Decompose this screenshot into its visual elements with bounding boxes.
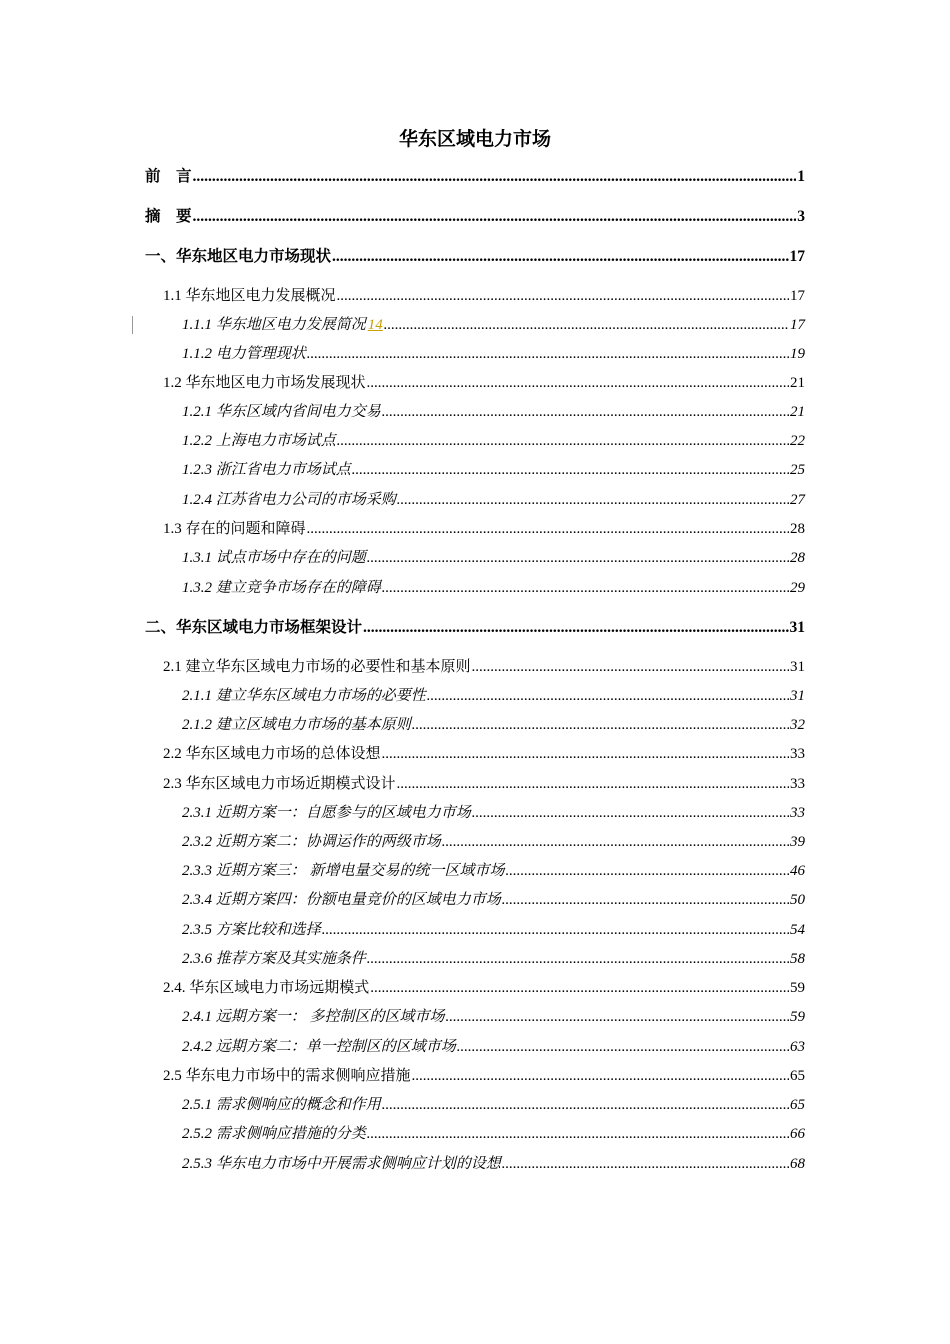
toc-entry-label: 2.4.2 远期方案二：单一控制区的区域市场	[182, 1039, 456, 1055]
toc-entry[interactable]	[182, 1095, 805, 1115]
toc-leader-dots	[442, 832, 789, 852]
toc-entry-label: 1.3 存在的问题和障碍	[163, 521, 306, 537]
toc-entry-label: 2.1.1 建立华东区域电力市场的必要性	[182, 688, 426, 704]
toc-entry-label: 1.1.2 电力管理现状	[182, 346, 306, 362]
toc-entry[interactable]	[182, 315, 805, 335]
toc-entry-label: 2.3.1 近期方案一：自愿参与的区域电力市场	[182, 805, 471, 821]
toc-entry[interactable]	[163, 373, 805, 393]
toc-entry-label: 一、华东地区电力市场现状	[145, 248, 332, 265]
toc-entry-label: 2.3.4 近期方案四：份额电量竞价的区域电力市场	[182, 892, 501, 908]
toc-leader-dots	[307, 519, 789, 539]
toc-entry-page: 54	[790, 922, 805, 938]
toc-entry-page: 31	[790, 659, 805, 675]
toc-entry-label: 摘 要	[145, 208, 192, 225]
toc-entry-page: 21	[790, 375, 805, 391]
toc-leader-dots	[193, 167, 797, 187]
toc-leader-dots	[307, 344, 789, 364]
toc-leader-dots	[337, 431, 789, 451]
toc-leader-dots	[427, 686, 789, 706]
toc-entry[interactable]	[182, 686, 805, 706]
toc-entry-page: 25	[790, 462, 805, 478]
toc-entry[interactable]	[145, 167, 805, 187]
toc-entry[interactable]	[182, 832, 805, 852]
toc-entry-label: 2.3 华东区域电力市场近期模式设计	[163, 776, 396, 792]
toc-leader-dots	[502, 1154, 789, 1174]
toc-leader-dots	[367, 373, 789, 393]
toc-entry[interactable]	[182, 890, 805, 910]
toc-leader-dots	[322, 920, 789, 940]
toc-entry[interactable]	[163, 519, 805, 539]
toc-entry[interactable]	[182, 1007, 805, 1027]
toc-leader-dots	[332, 247, 788, 267]
toc-entry-label: 前 言	[145, 168, 192, 185]
toc-entry-page: 59	[790, 980, 805, 996]
toc-leader-dots	[370, 978, 789, 998]
toc-entry-page: 21	[790, 404, 805, 420]
toc-leader-dots	[412, 715, 789, 735]
toc-entry-label: 2.3.6 推荐方案及其实施条件	[182, 951, 366, 967]
toc-leader-dots	[382, 402, 789, 422]
toc-entry-page: 29	[790, 580, 805, 596]
toc-entry[interactable]	[145, 247, 805, 267]
toc-entry-label: 2.2 华东区域电力市场的总体设想	[163, 746, 381, 762]
toc-leader-dots	[382, 1095, 789, 1115]
toc-entry-page: 39	[790, 834, 805, 850]
toc-entry-page: 1	[797, 168, 805, 185]
toc-entry[interactable]	[145, 618, 805, 638]
toc-entry-page: 68	[790, 1156, 805, 1172]
toc-entry[interactable]	[182, 1154, 805, 1174]
toc-entry-page: 59	[790, 1009, 805, 1025]
toc-entry-page: 19	[790, 346, 805, 362]
toc-leader-dots	[412, 1066, 789, 1086]
toc-entry[interactable]	[163, 774, 805, 794]
toc-leader-dots	[367, 548, 789, 568]
toc-entry[interactable]	[182, 578, 805, 598]
toc-entry-label: 1.2.2 上海电力市场试点	[182, 433, 336, 449]
toc-entry-page: 31	[790, 688, 805, 704]
toc-entry-page: 33	[790, 776, 805, 792]
toc-entry-page: 22	[790, 433, 805, 449]
toc-leader-dots	[502, 890, 789, 910]
toc-leader-dots	[457, 1037, 789, 1057]
toc-entry[interactable]	[182, 431, 805, 451]
toc-leader-dots	[193, 207, 797, 227]
toc-entry[interactable]	[163, 744, 805, 764]
toc-entry[interactable]	[182, 460, 805, 480]
toc-leader-dots	[506, 861, 789, 881]
toc-entry-page: 46	[790, 863, 805, 879]
toc-entry-label: 2.5.3 华东电力市场中开展需求侧响应计划的设想	[182, 1156, 501, 1172]
toc-entry-label: 2.4. 华东区域电力市场远期模式	[163, 980, 370, 996]
toc-leader-dots	[397, 774, 789, 794]
toc-entry-page: 28	[790, 550, 805, 566]
toc-entry-label: 2.1 建立华东区域电力市场的必要性和基本原则	[163, 659, 471, 675]
toc-entry-page: 50	[790, 892, 805, 908]
toc-entry-label: 2.5.1 需求侧响应的概念和作用	[182, 1097, 381, 1113]
toc-entry[interactable]	[182, 803, 805, 823]
toc-entry[interactable]	[163, 1066, 805, 1086]
toc-entry-label: 1.1 华东地区电力发展概况	[163, 288, 336, 304]
toc-entry-page: 33	[790, 746, 805, 762]
toc-entry-label: 二、华东区域电力市场框架设计	[145, 619, 363, 636]
toc-entry[interactable]	[182, 402, 805, 422]
toc-entry-page: 33	[790, 805, 805, 821]
toc-leader-dots	[367, 949, 789, 969]
toc-entry-label: 2.3.5 方案比较和选择	[182, 922, 321, 938]
toc-leader-dots	[363, 618, 788, 638]
toc-leader-dots	[337, 286, 789, 306]
toc-entry-label: 2.5 华东电力市场中的需求侧响应措施	[163, 1068, 411, 1084]
toc-entry-page: 63	[790, 1039, 805, 1055]
toc-entry-label: 1.3.2 建立竞争市场存在的障碍	[182, 580, 381, 596]
toc-entry-label: 2.4.1 远期方案一： 多控制区的区域市场	[182, 1009, 445, 1025]
toc-leader-dots	[472, 657, 789, 677]
toc-entry-page: 17	[790, 317, 805, 333]
toc-leader-dots	[382, 578, 789, 598]
toc-entry[interactable]	[163, 286, 805, 306]
toc-entry-label: 1.1.1 华东地区电力发展简况	[182, 317, 366, 333]
toc-entry[interactable]	[182, 490, 805, 510]
toc-leader-dots	[382, 744, 789, 764]
toc-entry-page: 17	[790, 288, 805, 304]
toc-entry-label: 1.3.1 试点市场中存在的问题	[182, 550, 366, 566]
toc-entry-page: 3	[797, 208, 805, 225]
toc-leader-dots	[446, 1007, 789, 1027]
toc-entry-page: 66	[790, 1126, 805, 1142]
toc-entry-page: 32	[790, 717, 805, 733]
toc-entry[interactable]	[182, 1124, 805, 1144]
toc-leader-dots	[352, 460, 789, 480]
toc-leader-dots	[397, 490, 789, 510]
toc-entry-page: 65	[790, 1068, 805, 1084]
toc-entry[interactable]	[182, 861, 805, 881]
toc-leader-dots	[367, 1124, 789, 1144]
text-cursor	[132, 316, 133, 334]
toc-entry-label: 2.5.2 需求侧响应措施的分类	[182, 1126, 366, 1142]
toc-leader-dots	[472, 803, 789, 823]
toc-entry[interactable]	[182, 920, 805, 940]
toc-entry[interactable]	[182, 1037, 805, 1057]
toc-entry-page: 17	[789, 248, 805, 265]
toc-entry[interactable]	[182, 949, 805, 969]
toc-entry-label: 2.1.2 建立区域电力市场的基本原则	[182, 717, 411, 733]
toc-leader-dots	[384, 315, 789, 335]
toc-entry[interactable]	[182, 548, 805, 568]
toc-entry-page: 27	[790, 492, 805, 508]
toc-entry[interactable]	[163, 657, 805, 677]
toc-entry[interactable]	[145, 207, 805, 227]
toc-entry-page: 31	[789, 619, 805, 636]
document-title: 华东区域电力市场	[398, 129, 551, 150]
toc-entry-page: 58	[790, 951, 805, 967]
toc-entry-label: 1.2.1 华东区域内省间电力交易	[182, 404, 381, 420]
toc-entry-label: 1.2.4 江苏省电力公司的市场采购	[182, 492, 396, 508]
toc-entry-label: 1.2 华东地区电力市场发展现状	[163, 375, 366, 391]
toc-entry-label: 1.2.3 浙江省电力市场试点	[182, 462, 351, 478]
toc-entry-page: 65	[790, 1097, 805, 1113]
toc-entry-marker[interactable]: 14	[367, 317, 383, 333]
toc-entry[interactable]	[182, 344, 805, 364]
toc-entry-page: 28	[790, 521, 805, 537]
toc-entry-label: 2.3.2 近期方案二：协调运作的两级市场	[182, 834, 441, 850]
toc-entry[interactable]	[182, 715, 805, 735]
toc-entry-label: 2.3.3 近期方案三： 新增电量交易的统一区域市场	[182, 863, 505, 879]
toc-entry[interactable]	[163, 978, 805, 998]
